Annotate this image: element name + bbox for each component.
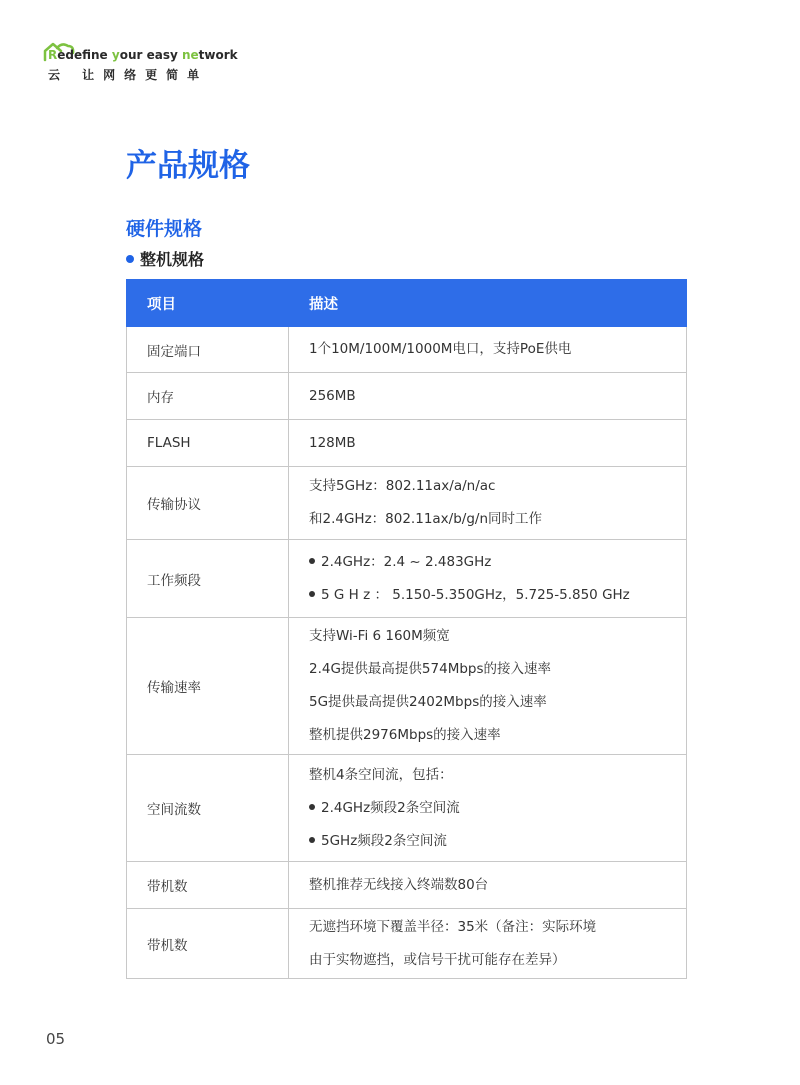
bullet-icon <box>309 837 315 843</box>
row-description <box>289 862 687 909</box>
description-line <box>309 825 686 858</box>
description-line <box>309 470 686 503</box>
description-line <box>309 503 686 536</box>
description-text: 128MB <box>309 434 356 451</box>
row-item: 工作频段 <box>127 540 289 618</box>
table-row <box>127 327 687 373</box>
bullet-icon <box>309 558 315 564</box>
description-line <box>309 620 686 653</box>
description-text: 支持5GHz：802.11ax/a/n/ac <box>309 478 496 494</box>
bullet-icon <box>309 804 315 810</box>
description-line <box>309 546 686 579</box>
description-text: 1个10M/100M/1000M电口，支持PoE供电 <box>309 341 572 357</box>
description-text: 5 G H z ： 5.150-5.350GHz，5.725-5.850 GHz <box>321 586 630 603</box>
description-text: 和2.4GHz：802.11ax/b/g/n同时工作 <box>309 511 543 527</box>
row-item: 空间流数 <box>127 755 289 862</box>
description-line <box>309 719 686 752</box>
description-line <box>309 944 686 977</box>
section-title: 硬件规格 <box>126 218 203 240</box>
row-description <box>289 618 687 755</box>
description-text: 5GHz频段2条空间流 <box>321 832 447 849</box>
description-text: 2.4G提供最高提供574Mbps的接入速率 <box>309 661 552 677</box>
row-item: 内存 <box>127 373 289 420</box>
table-header-row <box>127 280 687 327</box>
row-description <box>289 540 687 618</box>
header-description: 描述 <box>289 280 687 327</box>
description-text: 整机4条空间流，包括： <box>309 766 453 783</box>
description-text: 2.4GHz：2.4 ~ 2.483GHz <box>321 553 492 570</box>
description-line <box>309 653 686 686</box>
description-line <box>309 869 686 902</box>
page-title: 产品规格 <box>126 148 250 184</box>
description-text: 5G提供最高提供2402Mbps的接入速率 <box>309 694 547 710</box>
subsection-label: 整机规格 <box>140 250 205 269</box>
row-item: 带机数 <box>127 909 289 979</box>
description-text: 支持Wi-Fi 6 160M频宽 <box>309 628 450 644</box>
table-row <box>127 862 687 909</box>
description-text: 由于实物遮挡，或信号干扰可能存在差异） <box>309 951 566 968</box>
row-description <box>289 327 687 373</box>
row-description <box>289 420 687 467</box>
bullet-icon <box>126 255 134 263</box>
description-text: 整机提供2976Mbps的接入速率 <box>309 727 501 743</box>
row-item: 带机数 <box>127 862 289 909</box>
table-row <box>127 618 687 755</box>
table-row <box>127 420 687 467</box>
row-description <box>289 909 687 979</box>
header-item: 项目 <box>127 280 289 327</box>
description-text: 256MB <box>309 387 356 404</box>
subsection-title <box>126 247 204 270</box>
description-text: 2.4GHz频段2条空间流 <box>321 799 460 816</box>
table-row <box>127 540 687 618</box>
row-description <box>289 373 687 420</box>
row-item: 传输协议 <box>127 467 289 540</box>
logo-slogan-cn: 云 让网络更简单 <box>48 68 209 82</box>
table-row <box>127 467 687 540</box>
description-line <box>309 911 686 944</box>
table-row <box>127 909 687 979</box>
description-line <box>309 333 686 366</box>
description-line <box>309 792 686 825</box>
description-line <box>309 427 686 460</box>
description-line <box>309 686 686 719</box>
bullet-icon <box>309 591 315 597</box>
logo-slogan-en: Redefine your easy network <box>48 48 238 62</box>
spec-table <box>126 279 687 979</box>
row-item: FLASH <box>127 420 289 467</box>
row-description <box>289 467 687 540</box>
description-text: 无遮挡环境下覆盖半径：35米（备注：实际环境 <box>309 918 597 935</box>
description-line <box>309 380 686 413</box>
description-line <box>309 579 686 612</box>
table-row <box>127 755 687 862</box>
row-item: 固定端口 <box>127 327 289 373</box>
description-line <box>309 759 686 792</box>
page-number: 05 <box>46 1030 66 1048</box>
brand-logo <box>38 38 238 88</box>
description-text: 整机推荐无线接入终端数80台 <box>309 876 489 893</box>
table-row <box>127 373 687 420</box>
row-item: 传输速率 <box>127 618 289 755</box>
row-description <box>289 755 687 862</box>
